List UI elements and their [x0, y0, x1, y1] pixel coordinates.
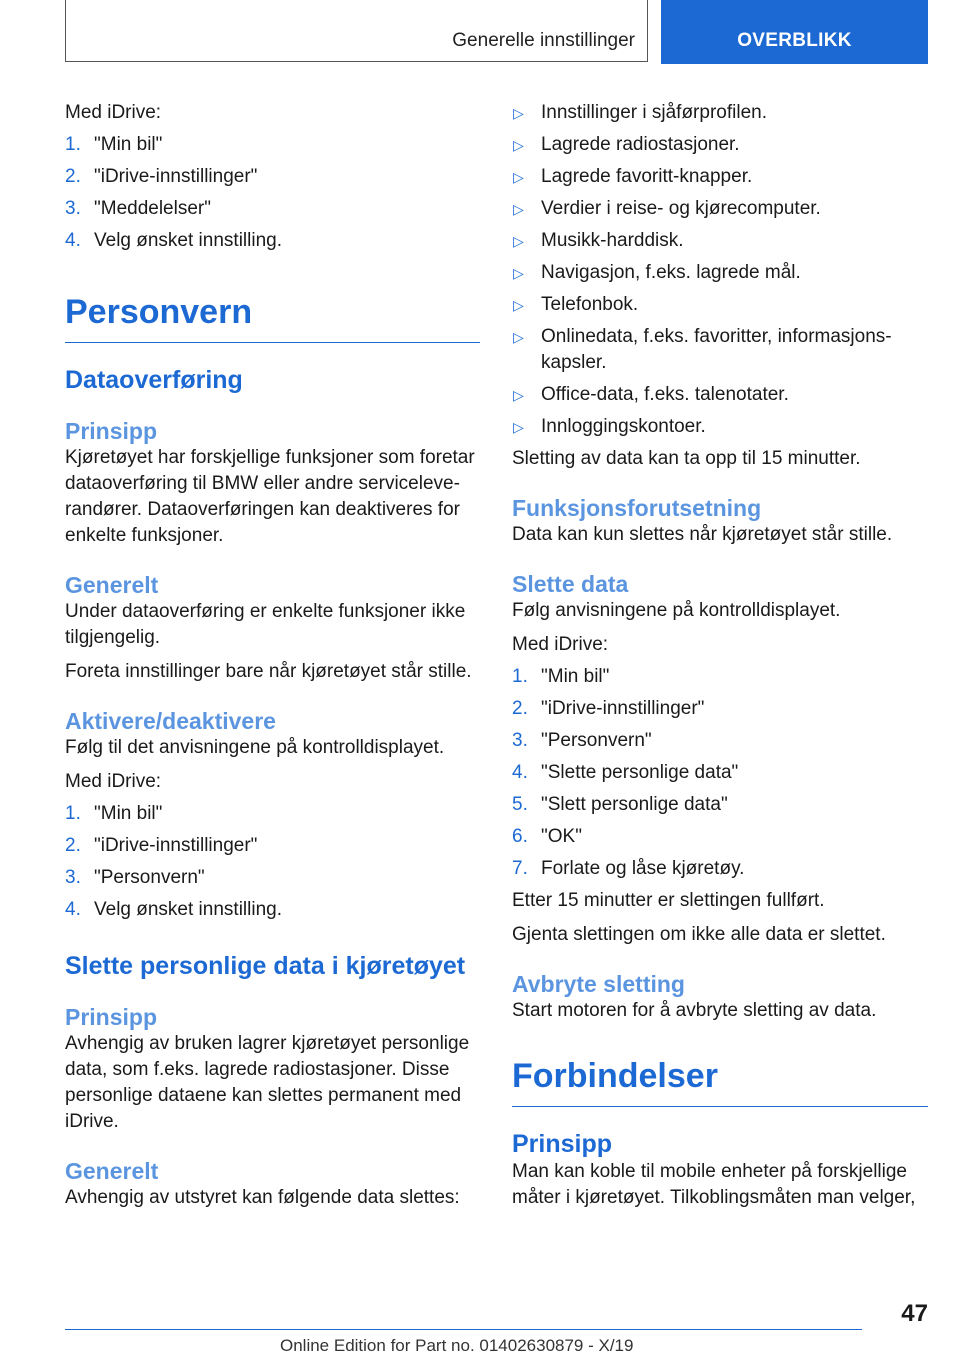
paragraph: Følg anvisningene på kontrolldisplayet.: [512, 600, 841, 621]
triangle-bullet-icon: ▷: [513, 169, 524, 185]
section-title: Generelle innstillinger: [452, 30, 635, 51]
list-item: 3. "Personvern": [65, 867, 205, 888]
paragraph: Kjøretøyet har forskjellige funksjoner som foretar dataoverføring til BMW eller andre serviceleverandører. Dataoverføringen kan deaktiveres for enkelte funksjoner.: [65, 447, 475, 546]
list-item: ▷ Lagrede radiostasjoner.: [512, 132, 928, 158]
list-item: 1. "Min bil": [65, 134, 163, 155]
intro-text: Med iDrive:: [65, 102, 162, 123]
list-item: 4. Velg ønsket innstilling.: [65, 230, 282, 251]
list-item: 3. "Meddelelser": [65, 198, 211, 219]
list-item: ▷ Telefonbok.: [512, 292, 928, 318]
triangle-bullet-icon: ▷: [513, 329, 524, 345]
list-item: 7. Forlate og låse kjøretøy.: [512, 858, 745, 879]
list-item: 5. "Slett personlige data": [512, 794, 728, 815]
overview-tab[interactable]: [661, 0, 928, 64]
page-number: 47: [901, 1300, 928, 1327]
right-column: [512, 100, 928, 1211]
list-item: 6. "OK": [512, 826, 582, 847]
triangle-bullet-icon: ▷: [513, 265, 524, 281]
paragraph: Etter 15 minutter er slettingen fullført.: [512, 890, 825, 911]
edition-text: Online Edition for Part no. 01402630879 - X/19: [280, 1336, 634, 1355]
paragraph: Avhengig av bruken lagrer kjøretøyet personlige data, som f.eks. lagrede radiostasjoner. Disse personlige dataene kan slettes permanent med iDrive.: [65, 1033, 470, 1132]
list-item: ▷ Innloggingskontoer.: [512, 414, 928, 440]
paragraph: Avhengig av utstyret kan følgende data slettes:: [65, 1187, 460, 1208]
heading-funksjonsforutsetning: Funksjonsforutsetning: [512, 495, 762, 521]
paragraph: Følg til det anvisningene på kontrolldisplayet.: [65, 737, 445, 758]
heading-forbindelser: Forbindelser: [512, 1056, 928, 1107]
list-item: 2. "iDrive-innstillinger": [65, 835, 258, 856]
list-item: ▷ Onlinedata, f.eks. favoritter, informasjonskapsler.: [513, 326, 892, 373]
triangle-bullet-icon: ▷: [513, 137, 524, 153]
paragraph: Man kan koble til mobile enheter på forskjellige måter i kjøretøyet. Tilkoblingsmåten man velger,: [512, 1161, 916, 1208]
page-header: [65, 0, 928, 64]
paragraph: Sletting av data kan ta opp til 15 minutter.: [512, 448, 861, 469]
list-item: 1. "Min bil": [65, 803, 163, 824]
list-item: 4. Velg ønsket innstilling.: [65, 899, 282, 920]
bullet-list: [512, 100, 928, 440]
heading-dataoverforing: Dataoverføring: [65, 366, 243, 394]
triangle-bullet-icon: ▷: [513, 419, 524, 435]
list-item: ▷ Navigasjon, f.eks. lagrede mål.: [512, 260, 928, 286]
list-item: 3. "Personvern": [512, 730, 652, 751]
heading-slette-data: Slette data: [512, 571, 629, 597]
list-item: 4. "Slette personlige data": [512, 762, 739, 783]
heading-prinsipp: Prinsipp: [65, 1004, 158, 1030]
paragraph: Under dataoverføring er enkelte funksjoner ikke tilgjengelig.: [65, 601, 466, 648]
footer-edition: [280, 1336, 633, 1356]
section-title-box: [65, 0, 648, 62]
list-item: 2. "iDrive-innstillinger": [65, 166, 258, 187]
heading-aktivere: Aktivere/deaktivere: [65, 708, 276, 734]
steps-list-2: [65, 801, 480, 923]
heading-prinsipp: Prinsipp: [512, 1130, 613, 1158]
list-item: ▷ Innstillinger i sjåførprofilen.: [512, 100, 928, 126]
footer-divider: [65, 1329, 862, 1330]
list-item: ▷ Lagrede favoritt-knapper.: [512, 164, 928, 190]
list-item: ▷ Verdier i reise- og kjørecomputer.: [512, 196, 928, 222]
triangle-bullet-icon: ▷: [513, 105, 524, 121]
left-column: [65, 100, 480, 1211]
paragraph: Foreta innstillinger bare når kjøretøyet står stille.: [65, 661, 472, 682]
heading-avbryte-sletting: Avbryte sletting: [512, 971, 685, 997]
list-item: 2. "iDrive-innstillinger": [512, 698, 705, 719]
steps-list-3: [512, 664, 928, 882]
paragraph: Gjenta slettingen om ikke alle data er slettet.: [512, 924, 886, 945]
heading-generelt: Generelt: [65, 572, 159, 598]
paragraph: Med iDrive:: [65, 771, 162, 792]
triangle-bullet-icon: ▷: [513, 297, 524, 313]
heading-prinsipp: Prinsipp: [65, 418, 158, 444]
heading-slette-personlige: Slette personlige data i kjøretøyet: [65, 952, 466, 980]
list-item: ▷ Office-data, f.eks. talenotater.: [512, 382, 928, 408]
list-item: 1. "Min bil": [512, 666, 610, 687]
heading-personvern: Personvern: [65, 292, 480, 343]
triangle-bullet-icon: ▷: [513, 233, 524, 249]
overview-tab-label: OVERBLIKK: [737, 30, 852, 51]
list-item: ▷ Musikk-harddisk.: [512, 228, 928, 254]
paragraph: Med iDrive:: [512, 634, 609, 655]
steps-list-1: [65, 132, 480, 254]
paragraph: Start motoren for å avbryte sletting av data.: [512, 1000, 877, 1021]
paragraph: Data kan kun slettes når kjøretøyet står stille.: [512, 524, 893, 545]
heading-generelt: Generelt: [65, 1158, 159, 1184]
triangle-bullet-icon: ▷: [513, 201, 524, 217]
triangle-bullet-icon: ▷: [513, 387, 524, 403]
